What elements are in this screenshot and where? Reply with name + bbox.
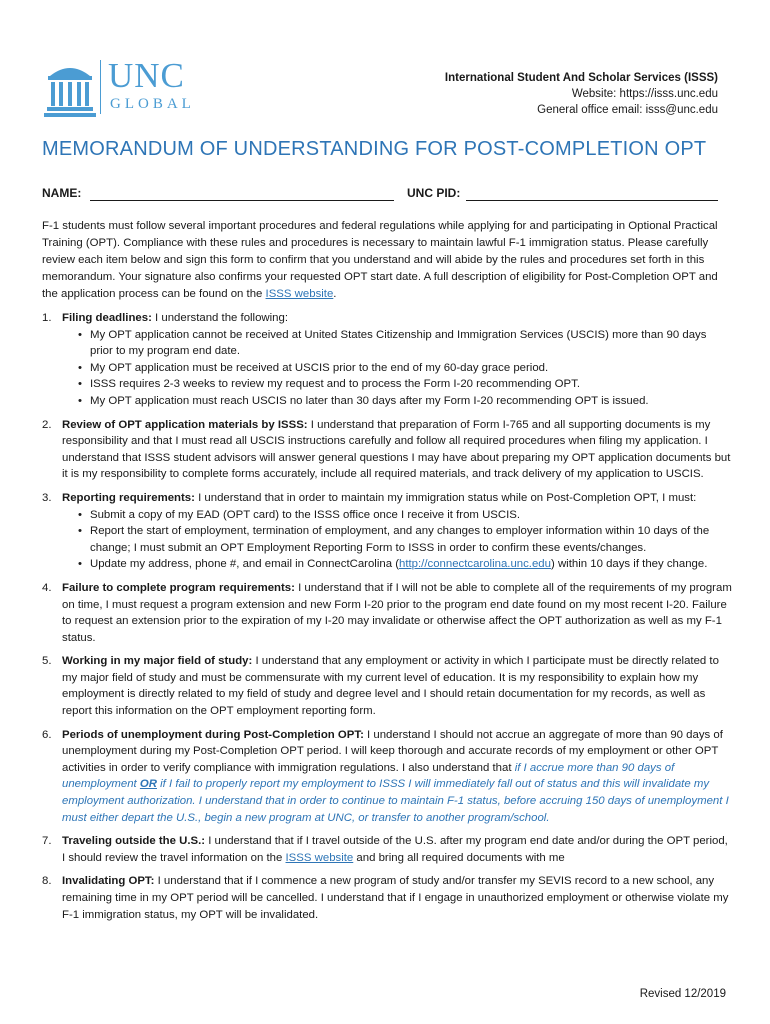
item-heading: Invalidating OPT: bbox=[62, 875, 155, 888]
pid-label: UNC PID: bbox=[407, 186, 461, 200]
term-item-4 bbox=[42, 580, 732, 646]
logo-text-global: GLOBAL bbox=[110, 96, 195, 112]
item-text: I understand the following: bbox=[151, 312, 289, 324]
item-heading: Failure to complete program requirements: bbox=[62, 581, 295, 594]
item-number: 4. bbox=[42, 581, 52, 594]
list-item: • ISSS requires 2-3 weeks to review my request and to process the Form I-20 recommending OPT. bbox=[90, 376, 732, 393]
list-item: • My OPT application must reach USCIS no later than 30 days after my Form I-20 recommending OPT is issued. bbox=[90, 393, 732, 410]
bullet-list bbox=[62, 327, 732, 410]
connectcarolina-link[interactable]: http://connectcarolina.unc.edu bbox=[399, 558, 551, 571]
item-text: I understand that if I will not be able to complete all of the requirements of my program on time, I must request a program extension and new Form I-20 prior to the program end date found on my most recent I-20. Failure to request an extension prior to the expiration of my I-20 may invalidate or otherwise affect the OPT authorization as well as my F-1 status. bbox=[62, 581, 732, 644]
item-text: I understand that if I travel outside of the U.S. after my program end date and/or during the OPT period, I should review the travel information on the bbox=[62, 835, 728, 864]
item-heading: Reporting requirements: bbox=[62, 491, 195, 504]
office-website: Website: https://isss.unc.edu bbox=[571, 88, 718, 100]
term-item-2 bbox=[42, 417, 732, 483]
term-item-6 bbox=[42, 727, 732, 827]
term-item-1 bbox=[42, 310, 732, 410]
bullet-text: ) within 10 days if they change. bbox=[550, 558, 708, 571]
item-number: 1. bbox=[42, 312, 52, 324]
old-well-icon bbox=[44, 58, 96, 118]
item-heading: Review of OPT application materials by ISSS: bbox=[62, 418, 308, 431]
intro-paragraph bbox=[42, 218, 732, 303]
contact-block bbox=[445, 70, 718, 118]
term-item-3 bbox=[42, 490, 732, 573]
bullet-text: Update my address, phone #, and email in ConnectCarolina ( bbox=[90, 558, 399, 571]
item-heading: Traveling outside the U.S.: bbox=[62, 835, 206, 848]
item-number: 3. bbox=[42, 491, 52, 504]
revision-date: Revised 12/2019 bbox=[639, 988, 726, 1000]
list-item: • Report the start of employment, termination of employment, and any changes to employer information within 10 days of the change; I must submit an OPT Employment Reporting Form to ISSS in order to confirm these events/changes. bbox=[90, 523, 732, 556]
pid-field[interactable] bbox=[466, 200, 718, 201]
unc-global-logo bbox=[44, 58, 224, 118]
name-label: NAME: bbox=[42, 186, 82, 200]
office-email: General office email: isss@unc.edu bbox=[537, 104, 718, 116]
document-title: MEMORANDUM OF UNDERSTANDING FOR POST-COMPLETION OPT bbox=[42, 138, 707, 160]
item-text: I understand that in order to maintain my immigration status while on Post-Completion OPT, I must: bbox=[194, 491, 697, 504]
item-text: I understand that any employment or activity in which I participate must be directly related to my major field of study and must be commensurate with my current level of education. It is my responsibility to explain how my employment is directly related to my field of study and degree level and I should retain documentation for my records, as well as report this information on the OPT employment reporting form. bbox=[62, 655, 719, 718]
item-text: I understand that preparation of Form I-765 and all supporting documents is my responsibility and that I must read all USCIS instructions carefully and follow all required procedures when filing my application. I understand that ISSS student advisors will answer general questions I may have about preparing my OPT application documents but it is my responsibility to complete forms accurately, include all required materials, and track delivery of my application to USCIS. bbox=[62, 418, 731, 481]
term-item-7 bbox=[42, 833, 732, 866]
bullet-list bbox=[62, 507, 732, 573]
logo-text-unc: UNC bbox=[108, 56, 185, 95]
list-item: • Submit a copy of my EAD (OPT card) to the ISSS office once I receive it from USCIS. bbox=[90, 507, 732, 524]
list-item: • My OPT application must be received at USCIS prior to the end of my 60-day grace period. bbox=[90, 360, 732, 377]
item-number: 6. bbox=[42, 728, 52, 741]
item-text: and bring all required documents with me bbox=[353, 851, 565, 864]
warning-part: if I accrue more than 90 days of unemployment bbox=[62, 761, 675, 791]
item-heading: Periods of unemployment during Post-Completion OPT: bbox=[62, 728, 364, 741]
intro-text: F-1 students must follow several important procedures and federal regulations while applying for and participating in Optional Practical Training (OPT). Compliance with these rules and procedures is necessary to maintain lawful F-1 immigration status. Please carefully review each item below and sign this form to confirm that you understand and will abide by the rules and procedures set forth in this memorandum. Your signature also confirms your requested OPT start date. A full description of eligibility for Post-Completion OPT and the application process can be found on the bbox=[42, 220, 718, 300]
item-number: 7. bbox=[42, 835, 52, 848]
item-heading: Working in my major field of study: bbox=[62, 655, 253, 668]
list-item: • My OPT application cannot be received at United States Citizenship and Immigration Services (USCIS) more than 90 days prior to my program end date. bbox=[90, 327, 732, 360]
isss-website-link[interactable]: ISSS website bbox=[265, 288, 334, 300]
item-number: 8. bbox=[42, 875, 52, 888]
intro-end: . bbox=[333, 288, 337, 300]
isss-website-link[interactable]: ISSS website bbox=[285, 851, 354, 864]
warning-part: if I fail to properly report my employment to ISSS I will immediately fall out of status and this will invalidate my employment authorization. I understand that in order to continue to maintain F-1 status, before accruing 150 days of unemployment I must either depart the U.S., begin a new program at UNC, or transfer to another program/school. bbox=[62, 778, 729, 824]
term-item-8 bbox=[42, 873, 732, 923]
office-name: International Student And Scholar Services (ISSS) bbox=[444, 72, 718, 84]
item-heading: Filing deadlines: bbox=[62, 312, 152, 324]
item-text: I understand that if I commence a new program of study and/or transfer my SEVIS record to a new school, any remaining time in my OPT period will be cancelled. I understand that if I engage in unauthorized employment or otherwise violate my F-1 immigration status, my OPT will be invalidated. bbox=[62, 875, 729, 921]
name-field[interactable] bbox=[90, 200, 394, 201]
term-item-5 bbox=[42, 653, 732, 719]
item-number: 2. bbox=[42, 418, 52, 431]
terms-list bbox=[42, 310, 732, 930]
warning-or: OR bbox=[139, 778, 157, 791]
item-text: I understand I should not accrue an aggregate of more than 90 days of unemployment during my Post-Completion OPT period. I will keep thorough and accurate records of my employment or other OPT activities in order to verify compliance with immigration regulations. I also understand that bbox=[62, 728, 723, 774]
logo-divider bbox=[100, 60, 101, 114]
item-number: 5. bbox=[42, 655, 52, 668]
list-item bbox=[90, 556, 732, 573]
